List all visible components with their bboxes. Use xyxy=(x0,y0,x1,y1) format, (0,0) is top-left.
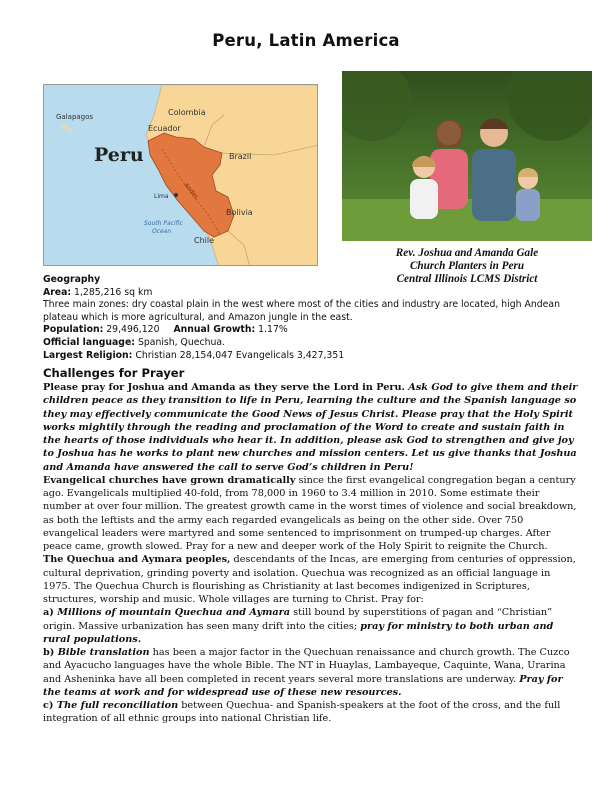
item-c-lead: The full reconciliation xyxy=(56,700,179,711)
prayer-request: Ask God to give them and their children peace as they transition to life in Peru, learning the culture and the Spanish language so they may effectively communicate the Good News of Jesus Christ. Please pray that the Holy Spirit works mightily through the reading and proclamation of the Word to create and sustain faith in the hearts of those individuals who hear it. In addition, please ask God to strengthen and give joy to Joshua has he works to plant new churches and mission centers. Let us give thanks that Joshua and Amanda have answered the call to serve God’s children in Peru! xyxy=(43,382,578,473)
evangelical-text: since the first evangelical congregation began a century ago. Evangelicals multiplied 40-fold, from 78,000 in 1960 to 3.4 million in 2010. Some estimate their number at over four million. The greatest growth came in the worst times of violence and social breakdown, as both the leftists and the army each regarded evangelicals as being on the other side. Over 750 evangelical leaders were martyred and some sentenced to imprisonment on trumped-up charges. After peace came, growth slowed. Pray for a new and deeper work of the Holy Spirit to reignite the Church. xyxy=(43,474,577,552)
item-c-label: c) xyxy=(43,700,57,711)
geography-section xyxy=(43,274,583,362)
prayer-paragraph xyxy=(43,381,580,474)
growth-label: Annual Growth: xyxy=(173,324,256,336)
evangelical-lead: Evangelical churches have grown dramatically xyxy=(43,474,296,486)
item-c xyxy=(43,699,580,726)
map-label-andes: Andes xyxy=(182,181,200,201)
map-label-peru: Peru xyxy=(94,144,144,166)
map-label-brazil: Brazil xyxy=(229,152,252,161)
map-label-ecuador: Ecuador xyxy=(148,124,181,133)
caption-line-district: Central Illinois LCMS District xyxy=(396,273,538,286)
item-b xyxy=(43,646,580,699)
item-b-label: b) xyxy=(43,647,58,658)
geography-heading: Geography xyxy=(43,274,101,285)
item-b-request: Pray for the teams at work and for widespread use of these new resources. xyxy=(43,673,563,698)
caption-line-role: Church Planters in Peru xyxy=(409,260,525,273)
item-b-text: has been a major factor in the Quechuan renaissance and church growth. The Cuzco and Ayacucho languages have the whole Bible. The NT in Huaylas, Lambayeque, Caquinte, Wana, Urarina and Asheninka have all been completed in recent years several more translations are underway. xyxy=(43,647,570,685)
challenges-body xyxy=(43,381,580,726)
item-c-text: between Quechua- and Spanish-speakers at the foot of the cross, and the full integration of all ethnic groups into national Christian life. xyxy=(43,700,561,725)
growth-value: 1.17% xyxy=(255,324,288,336)
map-label-colombia: Colombia xyxy=(168,108,206,117)
map-label-bolivia: Bolivia xyxy=(226,208,253,217)
population-value: 29,496,120 xyxy=(103,324,160,336)
prayer-intro: Please pray for Joshua and Amanda as they serve the Lord in Peru. xyxy=(43,382,409,393)
item-a xyxy=(43,606,580,646)
item-a-label: a) xyxy=(43,607,58,619)
map-label-chile: Chile xyxy=(194,236,215,245)
religion-value: Christian 28,154,047 Evangelicals 3,427,351 xyxy=(132,349,345,361)
item-a-lead: Millions of mountain Quechua and Aymara xyxy=(57,607,291,619)
evangelical-paragraph xyxy=(43,474,580,554)
language-value: Spanish, Quechua. xyxy=(134,336,226,348)
religion-label: Largest Religion: xyxy=(43,349,133,361)
language-label: Official language: xyxy=(43,336,135,348)
map-label-south-pacific: South Pacific xyxy=(144,220,183,227)
peru-map xyxy=(43,84,318,266)
caption-line-names: Rev. Joshua and Amanda Gale xyxy=(395,247,539,259)
map-label-ocean: Ocean xyxy=(152,228,172,235)
map-label-lima: Lima xyxy=(154,193,169,200)
quechua-text: descendants of the Incas, are emerging from centuries of oppression, cultural deprivation, grinding poverty and isolation. Quechua was recognized as an official language in 1975. The Quechua Church is flourishing as Christianity at last becomes indigenized in Scriptures, structures, worship and music. Whole villages are turning to Christ. Pray for: xyxy=(43,554,576,605)
population-label: Population: xyxy=(43,324,104,336)
map-label-galapagos: Galapagos xyxy=(56,113,94,121)
quechua-lead: The Quechua and Aymara peoples, xyxy=(43,554,231,566)
area-label: Area: xyxy=(43,286,72,298)
page-title: Peru, Latin America xyxy=(212,31,400,50)
lima-marker xyxy=(174,193,178,197)
item-a-request: pray for ministry to both urban and rural populations. xyxy=(43,620,554,645)
item-a-text: still bound by superstitions of pagan and “Christian” origin. Massive urbanization has seen many drift into the cities; xyxy=(43,607,553,632)
zones-text: Three main zones: dry coastal plain in the west where most of the cities and industry are located, high Andean plateau which is more agricultural, and Amazon jungle in the east. xyxy=(43,299,560,323)
item-b-lead: Bible translation xyxy=(57,647,150,658)
quechua-paragraph xyxy=(43,553,580,606)
family-photo xyxy=(342,71,592,241)
area-value: 1,285,216 sq km xyxy=(71,286,153,298)
challenges-heading: Challenges for Prayer xyxy=(43,366,185,380)
